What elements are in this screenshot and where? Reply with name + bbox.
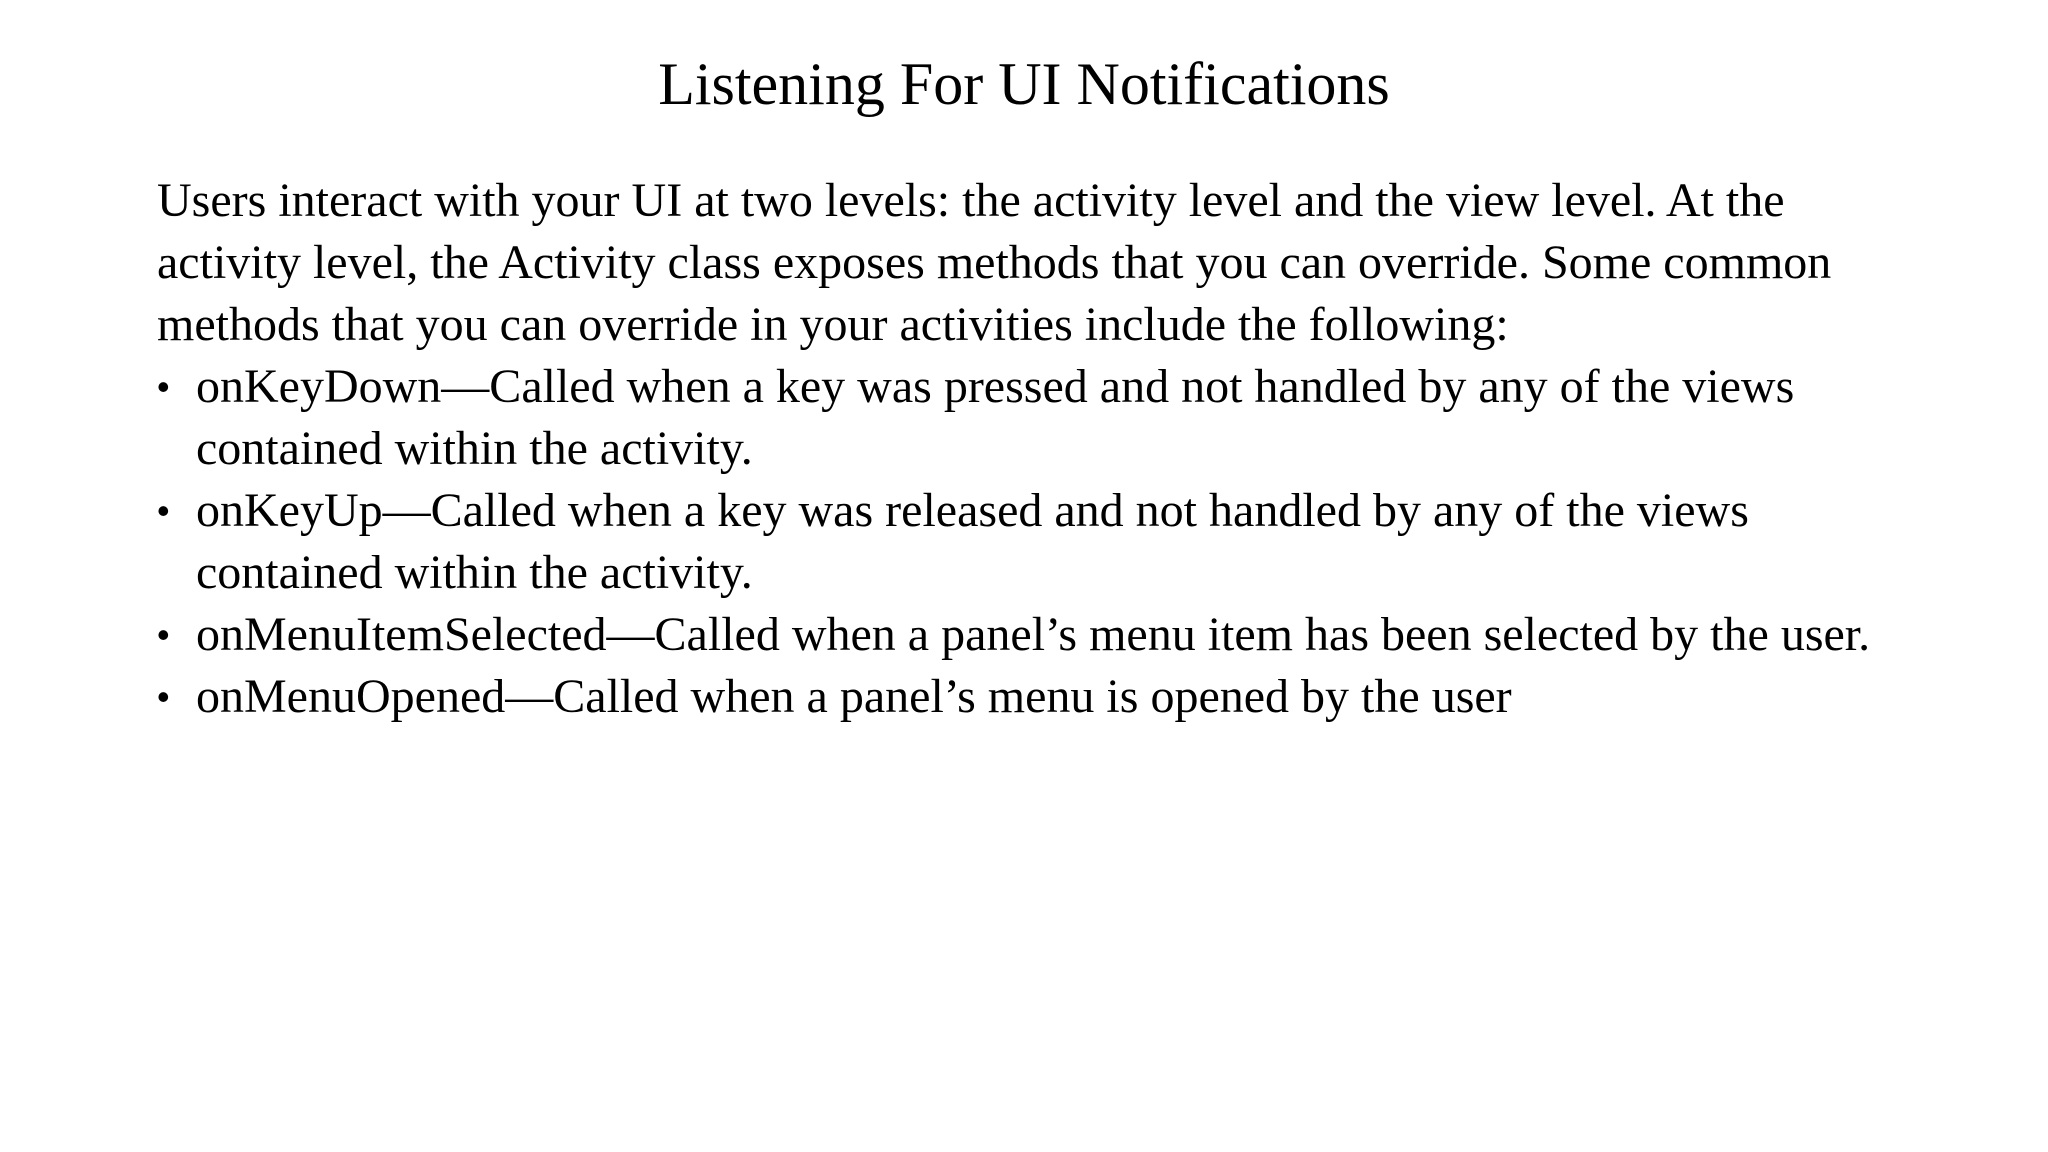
bullet-list (157, 356, 1917, 728)
bullet-icon: • (157, 614, 170, 655)
bullet-text: onMenuOpened—Called when a panel’s menu is opened by the user (196, 670, 1512, 723)
slide-title: Listening For UI Notifications (658, 51, 1390, 117)
bullet-icon: • (157, 366, 170, 407)
bullet-item-onmenuopened (157, 666, 1917, 728)
bullet-text: onMenuItemSelected—Called when a panel’s menu item has been selected by the user. (196, 608, 1871, 661)
slide-body (157, 170, 1917, 728)
bullet-icon: • (157, 490, 170, 531)
bullet-item-onmenuitemselected (157, 604, 1917, 666)
bullet-item-onkeydown (157, 356, 1917, 480)
intro-paragraph: Users interact with your UI at two levels: the activity level and the view level. At the activity level, the Activity class exposes methods that you can override. Some common methods that you can override in your activities include the following: (157, 174, 1832, 351)
bullet-icon: • (157, 676, 170, 717)
bullet-text: onKeyUp—Called when a key was released and not handled by any of the views contained within the activity. (196, 484, 1749, 599)
bullet-item-onkeyup (157, 480, 1917, 604)
bullet-text: onKeyDown—Called when a key was pressed and not handled by any of the views contained within the activity. (196, 360, 1795, 475)
